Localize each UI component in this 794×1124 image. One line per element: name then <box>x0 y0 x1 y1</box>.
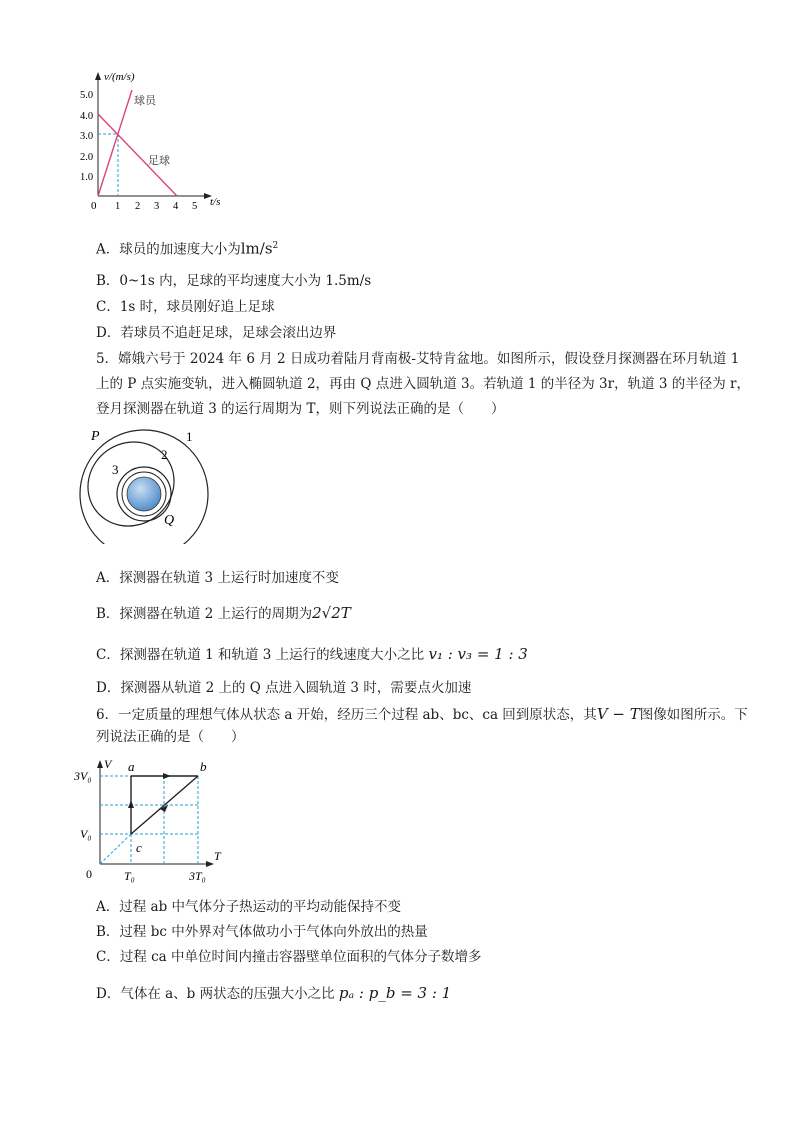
q4-option-a <box>96 236 278 260</box>
q5-option-b <box>96 603 351 624</box>
label-p: P <box>91 429 100 444</box>
origin-label: 0 <box>86 867 92 881</box>
v-axis-label: V <box>104 757 112 771</box>
t-axis-label: T <box>214 849 221 863</box>
orbit-diagram <box>74 426 224 544</box>
q5-option-c-text: C．探测器在轨道 1 和轨道 3 上运行的线速度大小之比 <box>96 647 425 663</box>
q5-stem-line1: 5．嫦娥六号于 2024 年 6 月 2 日成功着陆月背南极-艾特肯盆地。如图所示，假设登月探测器在环月轨道 1 <box>96 351 740 367</box>
q5-option-c <box>96 644 528 665</box>
x-tick: 5 <box>192 201 198 212</box>
q6-stem-text-end: 图像如图所示。下 <box>639 707 748 723</box>
q5-option-b-math: 2√2T <box>312 604 351 622</box>
y-tick: 5.0 <box>80 90 94 101</box>
y-tick: 1.0 <box>80 172 94 183</box>
q4-option-b: B．0~1s 内，足球的平均速度大小为 1.5m/s <box>96 273 372 289</box>
q5-stem-line3: 登月探测器在轨道 3 的运行周期为 T，则下列说法正确的是（ ） <box>96 401 505 417</box>
vt-cycle-graph <box>72 756 237 888</box>
state-a-label: a <box>128 759 135 774</box>
y-axis-arrow <box>95 72 101 80</box>
q6-option-c: C．过程 ca 中单位时间内撞击容器壁单位面积的气体分子数增多 <box>96 949 482 965</box>
q4-option-a-sup: 2 <box>272 241 279 251</box>
x-tick: 2 <box>135 201 141 212</box>
q5-stem-line2: 上的 P 点实施变轨，进入椭圆轨道 2，再由 Q 点进入圆轨道 3。若轨道 1 的半径为 3r，轨道 3 的半径为 r， <box>96 376 750 392</box>
x-tick: 3 <box>154 201 160 212</box>
q5-option-d: D．探测器从轨道 2 上的 Q 点进入圆轨道 3 时，需要点火加速 <box>96 680 472 696</box>
label-orbit-1: 1 <box>186 429 193 444</box>
label-orbit-3: 3 <box>112 462 119 477</box>
label-q: Q <box>164 513 175 528</box>
y-tick-v0: V₀ <box>80 827 92 841</box>
q4-option-a-math: lm/s <box>240 239 273 258</box>
x-tick: 4 <box>173 201 179 212</box>
q6-option-d-text: D．气体在 a、b 两状态的压强大小之比 <box>96 986 335 1002</box>
q5-option-b-text: B．探测器在轨道 2 上运行的周期为 <box>96 606 313 622</box>
q6-stem-math: V − T <box>596 705 640 723</box>
v-axis-arrow <box>97 760 103 768</box>
q5-option-c-math: v₁ : v₃ = 1 : 3 <box>428 645 528 663</box>
q6-option-a: A．过程 ab 中气体分子热运动的平均动能保持不变 <box>96 899 402 915</box>
origin-label: 0 <box>91 200 97 212</box>
dashed-origin-extension <box>100 834 131 864</box>
vt-graph <box>80 68 230 216</box>
moon <box>127 477 161 511</box>
ball-label: 足球 <box>148 155 170 167</box>
q6-stem-line1 <box>96 704 748 725</box>
q6-option-d <box>96 983 451 1004</box>
q6-stem-text: 6．一定质量的理想气体从状态 a 开始，经历三个过程 ab、bc、ca 回到原状态，其 <box>96 707 597 723</box>
t-axis-arrow <box>206 861 214 867</box>
x-tick-3t0: 3T₀ <box>189 869 206 883</box>
state-b-label: b <box>200 759 207 774</box>
q6-option-b: B．过程 bc 中外界对气体做功小于气体向外放出的热量 <box>96 924 428 940</box>
q6-stem-line2: 列说法正确的是（ ） <box>96 729 245 745</box>
label-orbit-2: 2 <box>161 447 168 462</box>
arrow-ab <box>163 773 171 779</box>
x-tick-t0: T₀ <box>124 869 135 883</box>
x-tick: 1 <box>115 201 121 212</box>
q4-option-c: C．1s 时，球员刚好追上足球 <box>96 299 275 315</box>
q4-option-d: D．若球员不追赶足球，足球会滚出边界 <box>96 325 337 341</box>
q5-option-a: A．探测器在轨道 3 上运行时加速度不变 <box>96 570 339 586</box>
player-label: 球员 <box>134 95 156 107</box>
q4-option-a-text: A．球员的加速度大小为 <box>96 241 241 258</box>
y-tick: 2.0 <box>80 152 94 163</box>
q6-option-d-math: pₐ : p_b = 3 : 1 <box>338 984 452 1002</box>
y-axis-label: v/(m/s) <box>104 71 135 83</box>
y-tick-3v0: 3V₀ <box>74 769 92 783</box>
x-axis-label: t/s <box>210 196 221 208</box>
y-tick: 3.0 <box>80 131 94 142</box>
arrow-ca <box>128 800 134 808</box>
state-c-label: c <box>136 840 142 855</box>
y-tick: 4.0 <box>80 111 94 122</box>
